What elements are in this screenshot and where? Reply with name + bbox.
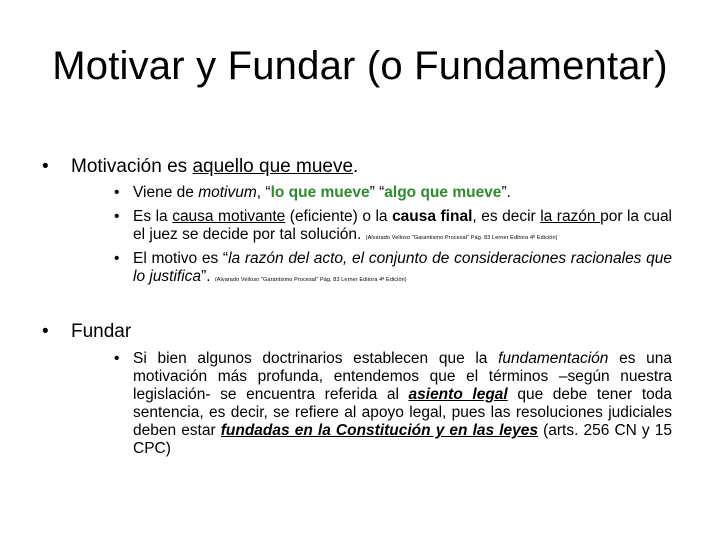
sub-bullet-fundamentacion xyxy=(114,350,672,458)
sub-bullet-motivum xyxy=(114,184,672,202)
bullet-dot: • xyxy=(42,156,49,177)
bullet-dot: • xyxy=(114,184,120,201)
bullet-dot: • xyxy=(42,321,49,342)
motivum-text: Viene de motivum, “lo que mueve” “algo que mueve”. xyxy=(133,184,511,201)
citation: (Alvarado Velloso "Garantismo Procesal" Pág. 83 Lerner Editora 4ª Edición) xyxy=(365,235,558,241)
bullet-dot: • xyxy=(114,350,120,367)
sub-bullet-causa xyxy=(114,208,672,247)
slide-title: Motivar y Fundar (o Fundamentar) xyxy=(52,44,668,88)
fundamentacion-text: Si bien algunos doctrinarios establecen que la fundamentación es una motivación más profunda, entendemos que el términos –según nuestra legislación- se encuentra referida al asiento legal que debe tener toda sentencia, es decir, se refiere al apoyo legal, pues las resoluciones judiciales deben estar fundadas en la Constitución y en las leyes (arts. 256 CN y 15 CPC) xyxy=(133,350,672,457)
motivo-text: El motivo es “la razón del acto, el conjunto de consideraciones racionales que lo justifica”. (Alvarado Velloso "Garantismo Procesal" Pág. 83 Lerner Editora 4ª Edición) xyxy=(133,250,673,285)
bullet-dot: • xyxy=(114,208,120,225)
citation: (Alvarado Velloso "Garantismo Procesal" Pág. 83 Lerner Editora 4ª Edición) xyxy=(214,277,407,283)
fundar-text: Fundar xyxy=(71,321,132,342)
causa-text: Es la causa motivante (eficiente) o la causa final, es decir la razón por la cual el juez se decide por tal solución. (Alvarado Velloso "Garantismo Procesal" Pág. 83 Lerner Editora 4ª Edición) xyxy=(133,208,673,243)
bullet-dot: • xyxy=(114,250,120,267)
motivacion-text: Motivación es aquello que mueve. xyxy=(71,156,359,177)
sub-bullet-motivo xyxy=(114,250,672,289)
